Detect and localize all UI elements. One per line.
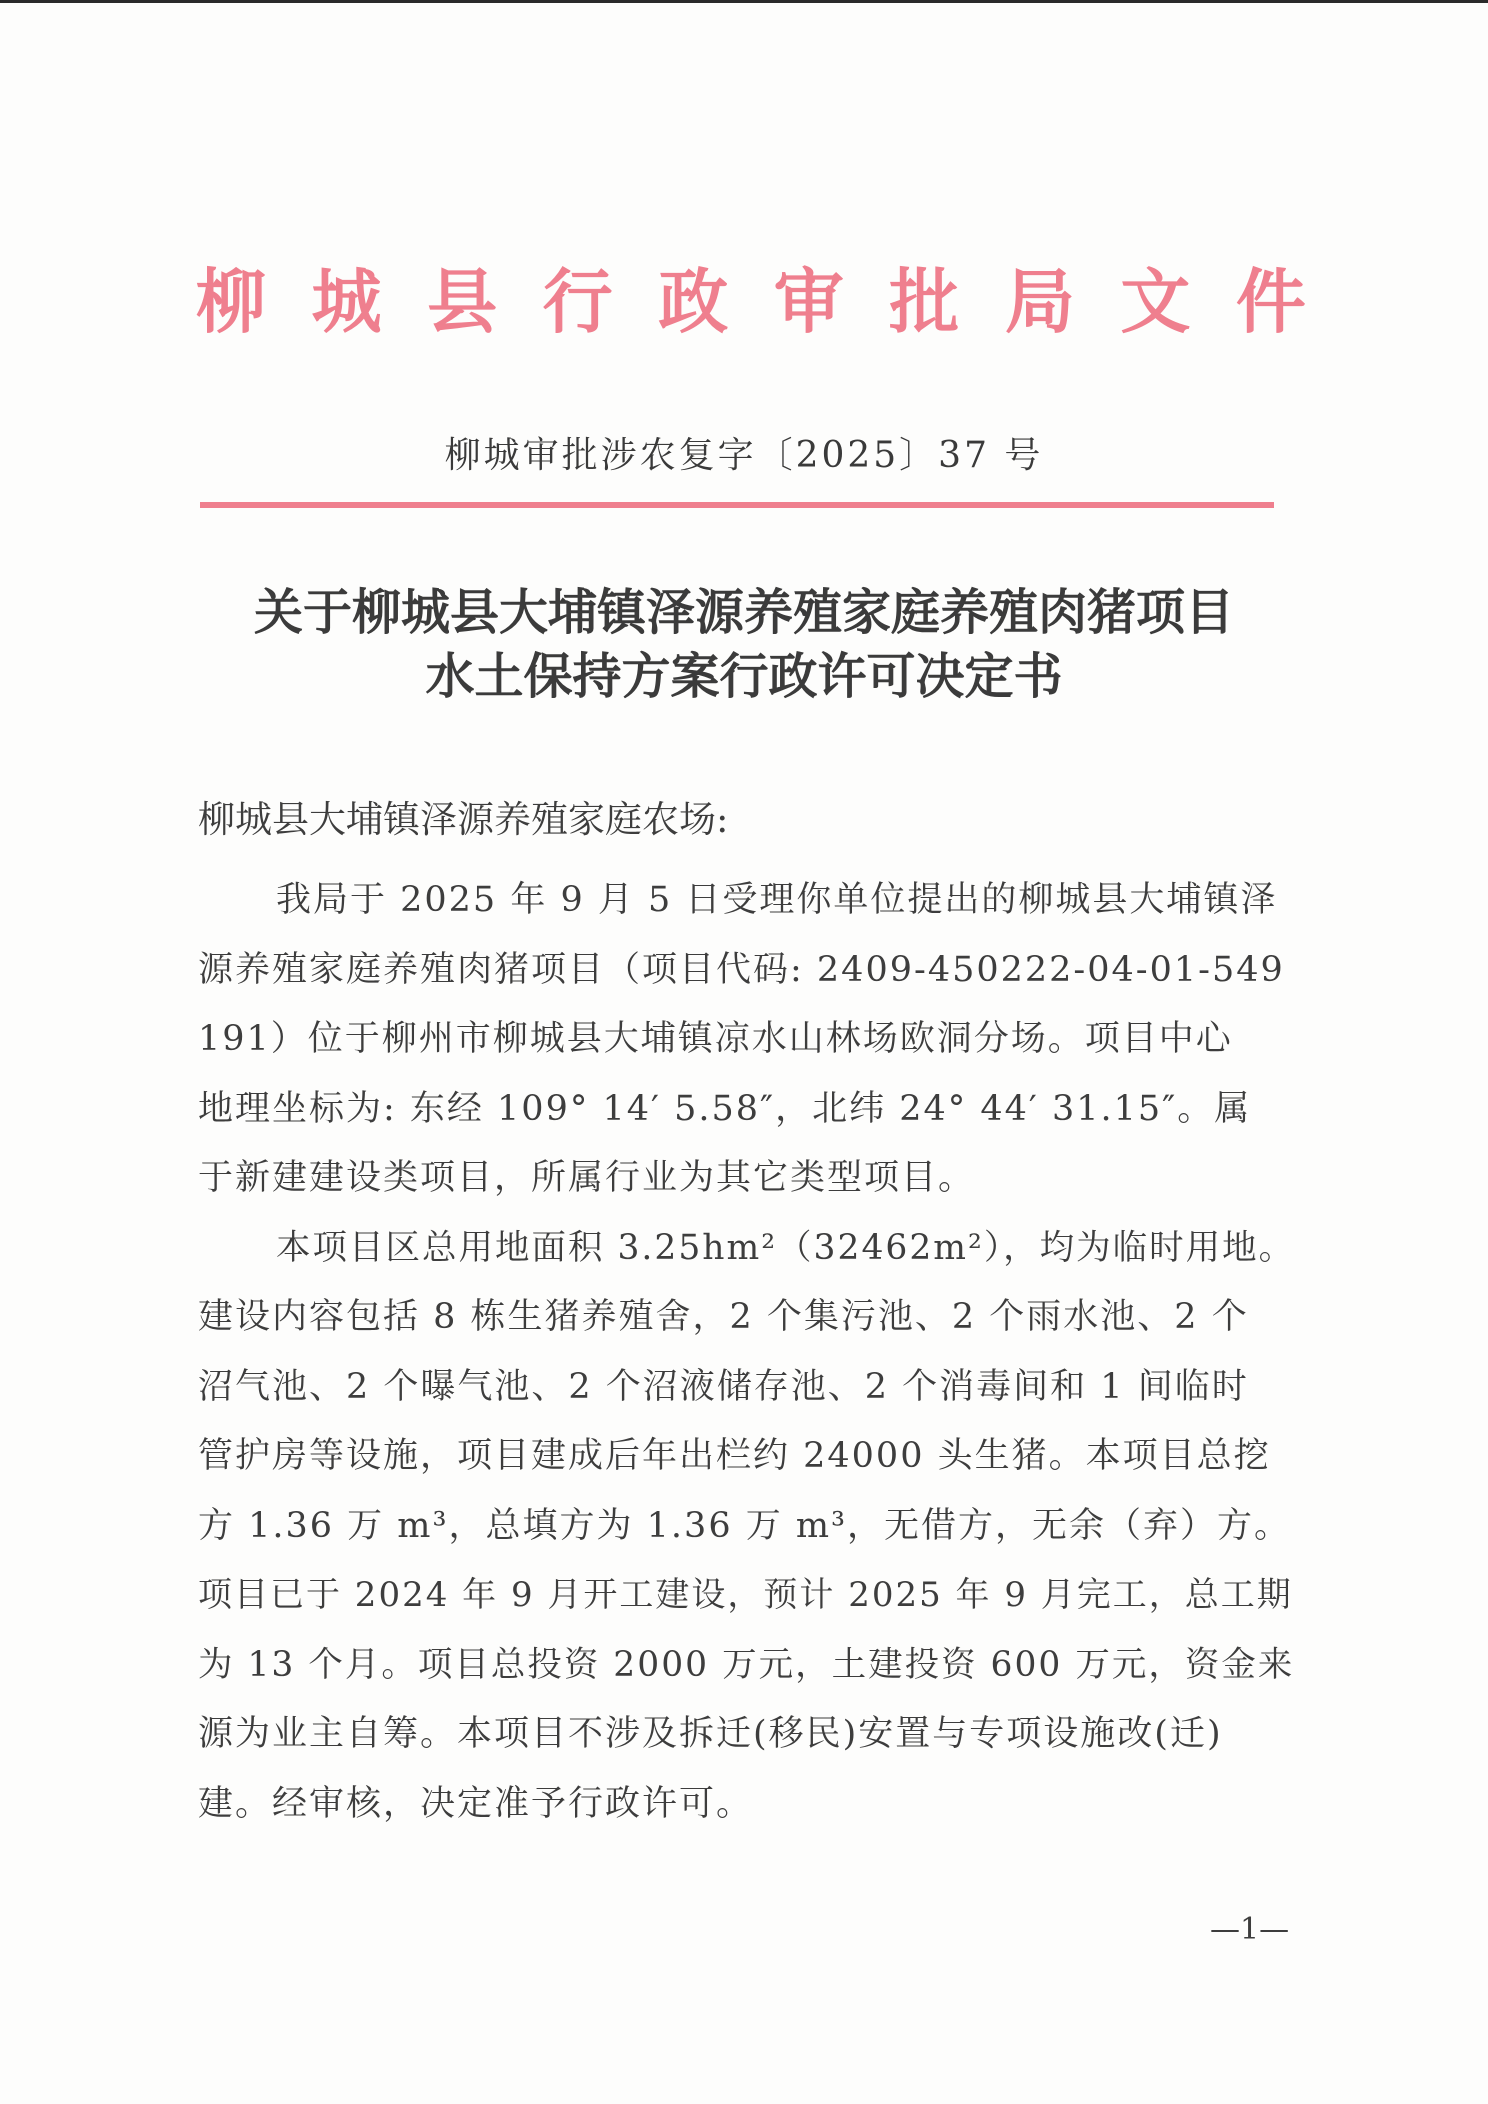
masthead [196, 262, 1306, 342]
scan-top-edge [0, 0, 1488, 3]
body-line: 源养殖家庭养殖肉猪项目（项目代码: 2409-450222-04-01-549 [198, 949, 1285, 990]
red-divider-line [200, 502, 1274, 508]
document-number: 柳城审批涉农复字〔2025〕37 号 [444, 435, 1044, 476]
salutation: 柳城县大埔镇泽源养殖家庭农场: [198, 798, 729, 841]
body-line: 沼气池、2 个曝气池、2 个沼液储存池、2 个消毒间和 1 间临时 [198, 1366, 1249, 1407]
body-line: 191）位于柳州市柳城县大埔镇凉水山林场欧洞分场。项目中心 [198, 1019, 1233, 1059]
body-line: 建设内容包括 8 栋生猪养殖舍，2 个集污池、2 个雨水池、2 个 [198, 1297, 1249, 1337]
body-line: 项目已于 2024 年 9 月开工建设，预计 2025 年 9 月完工，总工期 [198, 1575, 1293, 1615]
body-line: 为 13 个月。项目总投资 2000 万元，土建投资 600 万元，资金来 [198, 1644, 1295, 1685]
masthead-char: 县 [427, 260, 498, 343]
body-line: 本项目区总用地面积 3.25hm²（32462m²），均为临时用地。 [276, 1227, 1296, 1268]
body-line: 源为业主自筹。本项目不涉及拆迁(移民)安置与专项设施改(迁) [198, 1714, 1223, 1754]
masthead-char: 批 [889, 260, 960, 343]
masthead-char: 行 [542, 260, 613, 343]
masthead-char: 文 [1120, 260, 1191, 343]
masthead-char: 件 [1235, 260, 1306, 343]
title-line-1: 关于柳城县大埔镇泽源养殖家庭养殖肉猪项目 [253, 583, 1234, 641]
page-number: —1— [1210, 1912, 1290, 1947]
masthead-char: 审 [773, 260, 844, 343]
body-text [198, 866, 1300, 1839]
masthead-char: 柳 [196, 260, 266, 343]
body-line: 管护房等设施，项目建成后年出栏约 24000 头生猪。本项目总挖 [198, 1436, 1271, 1476]
masthead-char: 局 [1004, 260, 1075, 343]
body-line: 地理坐标为: 东经 109° 14′ 5.58″，北纬 24° 44′ 31.15″。属 [198, 1088, 1252, 1129]
masthead-char: 城 [311, 260, 382, 343]
body-line: 方 1.36 万 m³，总填方为 1.36 万 m³，无借方，无余（弃）方。 [198, 1505, 1292, 1546]
body-line: 建。经审核，决定准予行政许可。 [198, 1783, 754, 1824]
body-line: 于新建建设类项目，所属行业为其它类型项目。 [198, 1158, 976, 1198]
title-line-2: 水土保持方案行政许可决定书 [425, 647, 1063, 705]
masthead-char: 政 [658, 260, 729, 343]
document-title [150, 580, 1338, 708]
body-line: 我局于 2025 年 9 月 5 日受理你单位提出的柳城县大埔镇泽 [276, 880, 1278, 920]
